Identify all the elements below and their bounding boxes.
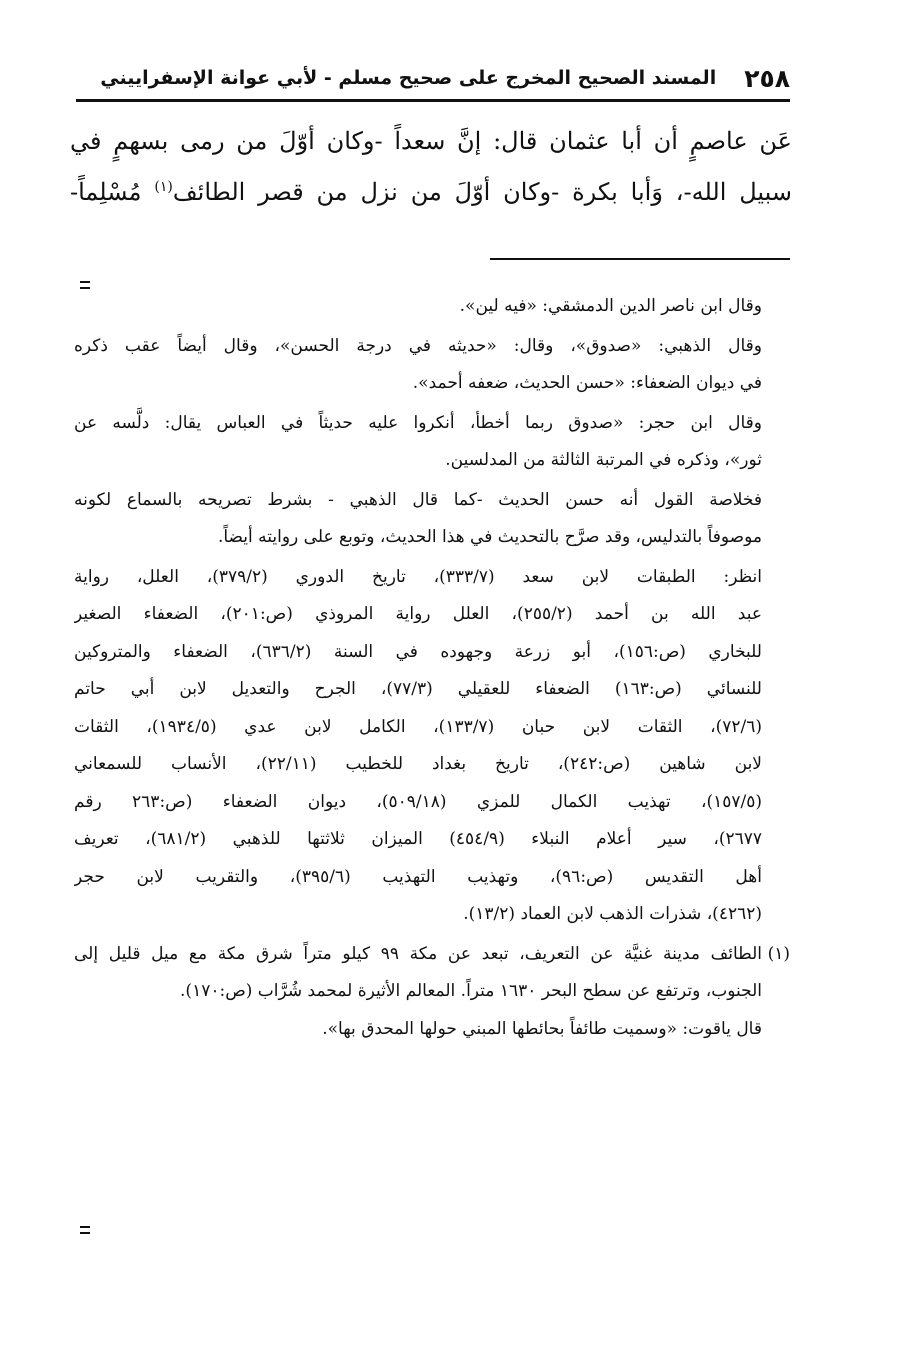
footnote-line [74, 936, 790, 974]
footnote-paragraph-1 [74, 288, 762, 326]
footnote-line: أهل التقديس (ص:٩٦)، وتهذيب التهذيب (٣٩٥/٦)، والتقريب لابن حجر [74, 866, 762, 887]
footnote-line: فخلاصة القول أنه حسن الحديث -كما قال الذهبي - بشرط تصريحه بالسماع لكونه [74, 489, 762, 510]
running-title: المسند الصحيح المخرج على صحيح مسلم - لأبي عوانة الإسفراييني [100, 67, 717, 89]
main-text-line-2-part-1: سبيل الله-، وَأبا بكرة -وكان أوّلَ من نزل من قصر الطائف [172, 178, 792, 206]
continuation-mark-top [80, 281, 90, 283]
footnote-line: انظر: الطبقات لابن سعد (٣٣٣/٧)، تاريخ الدوري (٣٧٩/٢)، العلل، رواية [74, 566, 762, 587]
running-header [76, 58, 790, 98]
footnote-line: ٢٦٧٧)، سير أعلام النبلاء (٤٥٤/٩) الميزان ثلاثتها للذهبي (٦٨١/٢)، تعريف [74, 829, 762, 849]
main-text [70, 116, 792, 218]
continuation-mark-bottom [80, 1226, 90, 1228]
footnote-line: ثور»، وذكره في المرتبة الثالثة من المدلسين. [445, 450, 762, 470]
footnote-line: وقال الذهبي: «صدوق»، وقال: «حديثه في درجة الحسن»، وقال أيضاً عقب ذكره [74, 335, 762, 356]
footnote-reference-1: (١) [154, 179, 173, 195]
footnote-paragraph-3 [74, 405, 762, 480]
footnote-line: وقال ابن حجر: «صدوق ربما أخطأ، أنكروا عليه حديثاً في العباس يقال: دلَّسه عن [74, 412, 762, 433]
footnote-line: للبخاري (ص:١٥٦)، أبو زرعة وجهوده في السنة (٦٣٦/٢)، الضعفاء والمتروكين [74, 641, 762, 662]
footnote-line: (٤٢٦٢)، شذرات الذهب لابن العماد (١٣/٢). [463, 904, 762, 924]
footnote-number: (١) [767, 943, 790, 964]
footnotes [74, 288, 790, 1050]
footnote-line: للنسائي (ص:١٦٣) الضعفاء للعقيلي (٧٧/٣)، الجرح والتعديل لابن أبي حاتم [74, 679, 762, 699]
footnote-paragraph-4 [74, 482, 762, 557]
footnote-line: موصوفاً بالتدليس، وقد صرَّح بالتحديث في هذا الحديث، وتوبع على روايته أيضاً. [217, 527, 762, 547]
footnote-line: (٧٢/٦)، الثقات لابن حبان (١٣٣/٧)، الكامل لابن عدي (١٩٣٤/٥)، الثقات [74, 716, 762, 737]
footnote-1-line-1: الطائف مدينة غنيَّة عن التعريف، تبعد عن مكة ٩٩ كيلو متراً شرق مكة مع ميل قليل إلى [74, 943, 762, 964]
footnote-paragraph-2 [74, 328, 762, 403]
main-text-line-2 [70, 167, 792, 218]
footnote-line: في ديوان الضعفاء: «حسن الحديث، ضعفه أحمد». [412, 373, 762, 393]
header-rule [76, 99, 790, 102]
footnote-line: لابن شاهين (ص:٢٤٢)، تاريخ بغداد للخطيب (٢٢/١١)، الأنساب للسمعاني [74, 754, 762, 774]
footnote-line: (١٥٧/٥)، تهذيب الكمال للمزي (٥٠٩/١٨)، ديوان الضعفاء (ص:٢٦٣ رقم [74, 791, 762, 812]
footnote-paragraph-5-references [74, 559, 762, 934]
footnote-separator [490, 258, 790, 260]
footnote-1 [74, 936, 790, 1049]
main-text-line-2-part-2: مُسْلِماً- [70, 178, 155, 206]
footnote-line: وقال ابن ناصر الدين الدمشقي: «فيه لين». [459, 296, 762, 316]
footnote-line: قال ياقوت: «وسميت طائفاً بحائطها المبني حولها المحدق بها». [322, 1018, 762, 1039]
page-number: ٢٥٨ [744, 63, 790, 93]
main-text-line-1: عَن عاصمٍ أن أبا عثمان قال: إنَّ سعداً -وكان أوّلَ من رمى بسهمٍ في [70, 127, 792, 155]
footnote-line: عبد الله بن أحمد (٢٥٥/٢)، العلل رواية المروذي (ص:٢٠١)، الضعفاء الصغير [74, 604, 762, 624]
footnote-line: الجنوب، وترتفع عن سطح البحر ١٦٣٠ متراً. المعالم الأثيرة لمحمد شُرَّاب (ص:١٧٠). [180, 981, 762, 1001]
